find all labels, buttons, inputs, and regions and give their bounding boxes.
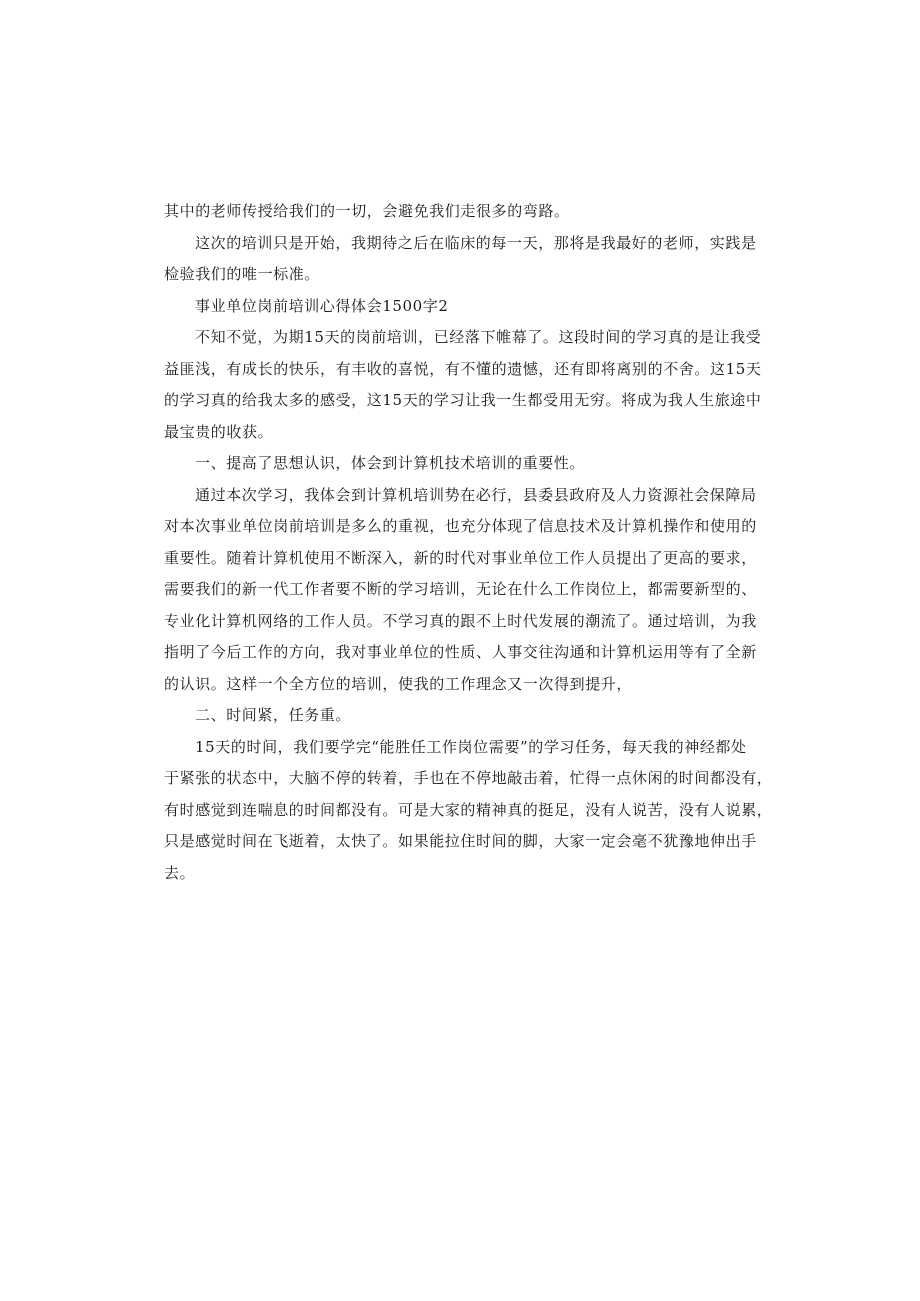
- text-line: 15天的时间，我们要学完“能胜任工作岗位需要”的学习任务，每天我的神经都处: [195, 737, 747, 756]
- subsection-heading: 二、时间紧，任务重。: [195, 706, 352, 724]
- text-line: 于紧张的状态中，大脑不停的转着，手也在不停地敲击着，忙得一点休闲的时间都没有，: [164, 769, 773, 787]
- text-line: 只是感觉时间在飞逝着，太快了。如果能拉住时间的脚，大家一定会毫不犹豫地伸出手: [164, 832, 757, 850]
- subsection-heading: 一、提高了思想认识，体会到计算机技术培训的重要性。: [195, 454, 586, 472]
- text-line: 专业化计算机网络的工作人员。不学习真的跟不上时代发展的潮流了。通过培训，为我: [164, 611, 757, 630]
- text-line: 指明了今后工作的方向，我对事业单位的性质、人事交往沟通和计算机运用等有了全新: [164, 643, 757, 661]
- text-line: 通过本次学习，我体会到计算机培训势在必行，县委县政府及人力资源社会保障局: [195, 485, 757, 504]
- section-heading: 事业单位岗前培训心得体会1500字2: [195, 296, 449, 315]
- text-line: 去。: [164, 863, 196, 882]
- text-line: 最宝贵的收获。: [164, 422, 274, 441]
- text-line: 需要我们的新一代工作者要不断的学习培训，无论在什么工作岗位上，都需要新型的、: [164, 580, 757, 598]
- text-line: 的学习真的给我太多的感受，这15天的学习让我一生都受用无穷。将成为我人生旅途中: [164, 391, 762, 409]
- text-line: 不知不觉，为期15天的岗前培训，已经落下帷幕了。这段时间的学习真的是让我受: [195, 328, 762, 346]
- text-line: 检验我们的唯一标准。: [164, 265, 321, 283]
- text-line: 其中的老师传授给我们的一切，会避免我们走很多的弯路。: [164, 202, 570, 220]
- text-line: 这次的培训只是开始，我期待之后在临床的每一天，那将是我最好的老师，实践是: [195, 233, 757, 252]
- text-line: 益匪浅，有成长的快乐，有丰收的喜悦，有不懂的遗憾，还有即将离别的不舍。这15天: [164, 359, 762, 378]
- text-line: 有时感觉到连喘息的时间都没有。可是大家的精神真的挺足，没有人说苦，没有人说累，: [164, 800, 773, 819]
- text-line: 重要性。随着计算机使用不断深入，新的时代对事业单位工作人员提出了更高的要求，: [164, 548, 757, 567]
- text-line: 的认识。这样一个全方位的培训，使我的工作理念又一次得到提升，: [164, 674, 633, 693]
- document-page: [164, 196, 773, 889]
- text-line: 对本次事业单位岗前培训是多么的重视，也充分体现了信息技术及计算机操作和使用的: [164, 517, 757, 535]
